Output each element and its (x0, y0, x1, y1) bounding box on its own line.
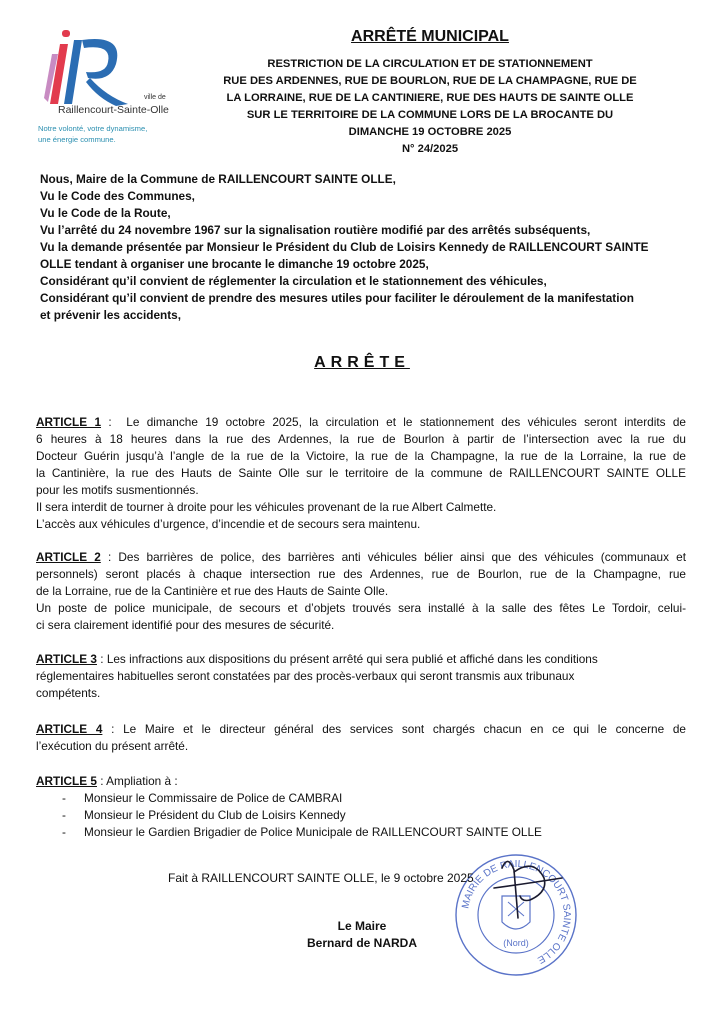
mayor-signature (474, 848, 564, 928)
ampliation-list (62, 790, 542, 841)
article-text-line: Le Maire et le directeur général des services sont chargés chacun en ce qui le concerne de (123, 722, 686, 736)
signing-place-date: Fait à RAILLENCOURT SAINTE OLLE, le 9 octobre 2025 (168, 871, 474, 885)
article-text-line: personnels) seront placés à chaque intersection rue des Ardennes, rue de Bourlon, rue de la Champagne, rue (36, 567, 686, 581)
list-item-text: Monsieur le Commissaire de Police de CAMBRAI (84, 791, 343, 805)
article-5-label: ARTICLE 5 (36, 774, 97, 788)
header-line: LA LORRAINE, RUE DE LA CANTINIERE, RUE DES HAUTS DE SAINTE OLLE (226, 92, 634, 104)
article-1-label: ARTICLE 1 (36, 415, 102, 429)
arrete-number: N° 24/2025 (401, 143, 459, 155)
list-dash: - (62, 791, 66, 805)
signatory-title: Le Maire (337, 919, 387, 933)
article-text-line: de la Lorraine, rue de la Cantinière et rue des Hauts de Sainte Olle. (36, 584, 389, 598)
article-text-line: Des barrières de police, des barrières anti véhicules bélier ainsi que des véhicules (communaux et (118, 550, 686, 564)
article-1: ARTICLE 1 : Le dimanche 19 octobre 2025, la circulation et le stationnement des véhicules seront interdits de 6 heures à 18 heures dans la rue des Ardennes, la rue de Bourlon à partir de l’intersection avec la rue du Docteur Guérin jusqu’à l’angle de la rue de la Victoire, la rue de la Champagne, la rue de la Lorraine, la rue de la Cantinière, la rue des Hauts de Sainte Olle sur le territoire de la commune de RAILLENCOURT SAINTE OLLE pour les motifs susmentionnés. Il sera interdit de tourner à droite pour les véhicules provenant de la rue Albert Calmette. L’accès aux véhicules d’urgence, d’incendie et de secours sera maintenu. (36, 415, 686, 531)
considerant-line: Vu le Code de la Route, (40, 206, 171, 220)
article-text-line: Le dimanche 19 octobre 2025, la circulation et le stationnement des véhicules seront interdits de (126, 415, 686, 429)
article-text-line: réglementaires habituelles seront constatées par des procès-verbaux qui seront transmis aux tribunaux (36, 669, 575, 683)
list-item-text: Monsieur le Président du Club de Loisirs Kennedy (84, 808, 346, 822)
list-item (62, 807, 542, 824)
article-2-label: ARTICLE 2 (36, 550, 101, 564)
considerants-block (40, 171, 690, 324)
considerant-line: Considérant qu’il convient de réglementer la circulation et le stationnement des véhicules, (40, 274, 547, 288)
document-title: ARRÊTÉ MUNICIPAL (351, 28, 509, 45)
list-item (62, 824, 542, 841)
list-item-text: Monsieur le Gardien Brigadier de Police Municipale de RAILLENCOURT SAINTE OLLE (84, 825, 542, 839)
considerant-line: OLLE tendant à organiser une brocante le dimanche 19 octobre 2025, (40, 257, 429, 271)
article-text-line: L’accès aux véhicules d’urgence, d’incendie et de secours sera maintenu. (36, 517, 421, 531)
considerant-line: Nous, Maire de la Commune de RAILLENCOURT SAINTE OLLE, (40, 172, 396, 186)
article-3: ARTICLE 3 : Les infractions aux dispositions du présent arrêté qui sera publié et affiché dans les conditions réglementaires habituelles seront constatées par des procès-verbaux qui seront transmis aux tribunaux compétents. (36, 651, 686, 702)
considerant-line: et prévenir les accidents, (40, 308, 181, 322)
city-logo (36, 24, 184, 154)
header-line: DIMANCHE 19 OCTOBRE 2025 (348, 126, 512, 138)
stamp-ring-text: MAIRIE DE RAILLENCOURT SAINTE OLLE (460, 858, 573, 966)
article-text-line: Un poste de police municipale, de secours et d’objets trouvés sera installé à la salle des fêtes Le Tordoir, celui- (36, 601, 686, 615)
considerant-line: Vu la demande présentée par Monsieur le Président du Club de Loisirs Kennedy de RAILLENCOURT SAINTE (40, 240, 649, 254)
signatory-name: Bernard de NARDA (306, 936, 417, 950)
article-5-intro: Ampliation à : (106, 774, 178, 788)
article-text-line: 6 heures à 18 heures dans la rue des Ardennes, la rue de Bourlon à partir de l’intersection avec la rue du (36, 432, 686, 446)
logo-ville-text: ville de (144, 94, 166, 101)
header-line: RUE DES ARDENNES, RUE DE BOURLON, RUE DE LA CHAMPAGNE, RUE DE (223, 75, 637, 87)
article-text-line: pour les motifs susmentionnés. (36, 483, 199, 497)
considerant-line: Considérant qu’il convient de prendre des mesures utiles pour faciliter le déroulement de la manifestation (40, 291, 634, 305)
article-text-line: Docteur Guérin jusqu’à l’angle de la rue de la Victoire, la rue de la Champagne, la rue de la Lorraine, la rue de (36, 449, 686, 463)
considerant-line: Vu le Code des Communes, (40, 189, 195, 203)
article-text-line: l’exécution du présent arrêté. (36, 739, 189, 753)
header-line: RESTRICTION DE LA CIRCULATION ET DE STATIONNEMENT (267, 58, 593, 70)
list-dash: - (62, 808, 66, 822)
article-text-line: ci sera clairement identifié pour des mesures de sécurité. (36, 618, 335, 632)
list-dash: - (62, 825, 66, 839)
article-4: ARTICLE 4 : Le Maire et le directeur général des services sont chargés chacun en ce qui le concerne de l’exécution du présent arrêté. (36, 722, 686, 753)
article-text-line: Il sera interdit de tourner à droite pour les véhicules provenant de la rue Albert Calmette. (36, 500, 497, 514)
logo-tagline-line-2: une énergie commune. (38, 135, 116, 144)
article-text-line: Les infractions aux dispositions du présent arrêté qui sera publié et affiché dans les conditions (106, 652, 598, 666)
logo-city-name: Raillencourt-Sainte-Olle (58, 104, 169, 116)
article-5: ARTICLE 5 : Ampliation à : (36, 774, 178, 788)
considerant-line: Vu l’arrêté du 24 novembre 1967 sur la signalisation routière modifié par des arrêtés subséquents, (40, 223, 591, 237)
article-text-line: compétents. (36, 686, 101, 700)
article-4-label: ARTICLE 4 (36, 722, 103, 736)
article-text-line: la Cantinière, la rue des Hauts de Sainte Olle sur le territoire de la commune de RAILLENCOURT SAINTE OLLE (36, 466, 686, 480)
article-2: ARTICLE 2 : Des barrières de police, des barrières anti véhicules bélier ainsi que des véhicules (communaux et personnels) seront placés à chaque intersection rue des Ardennes, rue de Bourlon, rue de la Champagne, rue de la Lorraine, rue de la Cantinière et rue des Hauts de Sainte Olle. Un poste de police municipale, de secours et d’objets trouvés sera installé à la salle des fêtes Le Tordoir, celui- ci sera clairement identifié pour des mesures de sécurité. (36, 550, 686, 632)
arrete-heading: ARRÊTE (314, 354, 410, 371)
header-line: SUR LE TERRITOIRE DE LA COMMUNE LORS DE LA BROCANTE DU (246, 109, 614, 121)
article-3-label: ARTICLE 3 (36, 652, 97, 666)
logo-tagline-line-1: Notre volonté, votre dynamisme, (38, 124, 148, 133)
list-item (62, 790, 542, 807)
stamp-bottom-text: (Nord) (503, 938, 529, 948)
